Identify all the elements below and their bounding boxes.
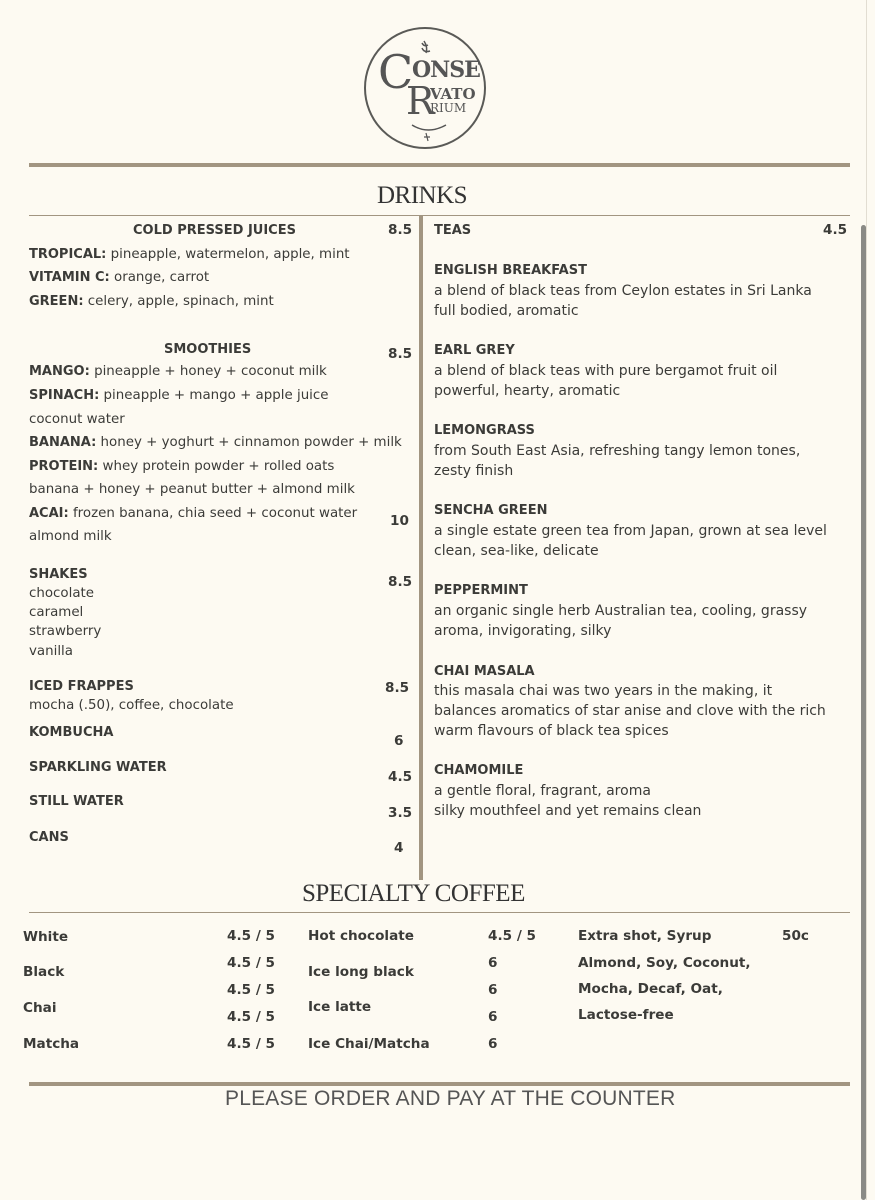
tea-name: LEMONGRASS [434, 423, 535, 438]
item-desc: honey + yoghurt + cinnamon powder + milk [96, 435, 402, 450]
logo-line2: VATO [430, 85, 476, 103]
frappes-desc: mocha (.50), coffee, chocolate [29, 698, 234, 713]
cold-heading: COLD PRESSED JUICES [133, 223, 296, 238]
item-name: SPINACH: [29, 388, 100, 403]
logo-line3: RIUM [430, 101, 467, 115]
footer-notice: PLEASE ORDER AND PAY AT THE COUNTER [225, 1087, 676, 1110]
tea-desc: a single estate green tea from Japan, grown at sea level [434, 523, 827, 539]
item-name: TROPICAL: [29, 247, 107, 262]
teas-heading: TEAS [434, 223, 472, 238]
smoothie-acai [29, 504, 357, 524]
smoothie-spinach-cont: coconut water [29, 412, 125, 427]
smoothie-acai-cont: almond milk [29, 529, 112, 544]
item-name: PROTEIN: [29, 459, 99, 474]
tea-desc: this masala chai was two years in the making, it [434, 683, 773, 699]
tea-desc: a blend of black teas with pure bergamot fruit oil [434, 363, 778, 379]
coffee-divider [29, 912, 850, 913]
coffee-price: 6 [488, 1036, 498, 1052]
tea-desc: full bodied, aromatic [434, 303, 579, 319]
column-divider [419, 216, 423, 880]
smoothie-mango [29, 362, 327, 382]
item-desc: celery, apple, spinach, mint [83, 294, 274, 309]
item-name: GREEN: [29, 294, 84, 309]
drinks-title: DRINKS [377, 182, 468, 209]
coffee-extra-price: 50c [782, 928, 809, 944]
shake-flavour: chocolate [29, 586, 95, 601]
tea-desc: aroma, invigorating, silky [434, 623, 612, 639]
coffee-price: 4.5 / 5 [227, 955, 275, 971]
tea-desc: balances aromatics of star anise and clove with the rich [434, 703, 826, 719]
scrollbar[interactable] [861, 225, 866, 1200]
smoothies-price: 8.5 [388, 346, 413, 362]
item-desc: whey protein powder + rolled oats [98, 459, 335, 474]
tea-name: PEPPERMINT [434, 583, 528, 598]
item-desc: pineapple, watermelon, apple, mint [106, 247, 350, 262]
shake-flavour: strawberry [29, 624, 102, 639]
item-desc: orange, carrot [109, 270, 210, 285]
coffee-item: Ice Chai/Matcha [308, 1036, 430, 1052]
still-price: 3.5 [388, 805, 413, 821]
coffee-extra: Extra shot, Syrup [578, 928, 712, 944]
kombucha-label: KOMBUCHA [29, 725, 114, 740]
kombucha-price: 6 [394, 733, 404, 749]
tea-desc: a gentle floral, fragrant, aroma [434, 783, 651, 799]
acai-price: 10 [390, 513, 409, 529]
cold-item-green [29, 292, 274, 312]
coffee-price: 6 [488, 955, 498, 971]
cold-item-tropical [29, 245, 350, 265]
logo-top: ONSE [412, 57, 480, 83]
bottom-divider [29, 1082, 850, 1086]
logo-cap-c: C [378, 45, 414, 99]
coffee-item: Hot chocolate [308, 928, 414, 944]
cold-item-vitaminc [29, 268, 209, 288]
coffee-item: Ice latte [308, 999, 372, 1015]
frappes-heading: ICED FRAPPES [29, 679, 134, 694]
shake-flavour: caramel [29, 605, 84, 620]
tea-name: ENGLISH BREAKFAST [434, 263, 587, 278]
still-label: STILL WATER [29, 794, 124, 809]
coffee-item: Chai [23, 1000, 57, 1016]
coffee-extra: Mocha, Decaf, Oat, [578, 981, 723, 997]
tea-name: EARL GREY [434, 343, 515, 358]
smoothie-protein-cont: banana + honey + peanut butter + almond milk [29, 482, 355, 497]
top-divider [29, 163, 850, 167]
item-desc: frozen banana, chia seed + coconut water [68, 506, 358, 521]
cans-price: 4 [394, 840, 404, 856]
drinks-divider [29, 215, 850, 216]
tea-desc: clean, sea-like, delicate [434, 543, 599, 559]
shake-flavour: vanilla [29, 644, 73, 659]
cans-label: CANS [29, 830, 69, 845]
coffee-item: Matcha [23, 1036, 80, 1052]
logo [364, 27, 486, 149]
coffee-price: 6 [488, 982, 498, 998]
logo-cap-r: R [406, 79, 435, 123]
tea-desc: from South East Asia, refreshing tangy lemon tones, [434, 443, 801, 459]
coffee-item: White [23, 929, 69, 945]
tea-desc: silky mouthfeel and yet remains clean [434, 803, 702, 819]
smoothies-heading: SMOOTHIES [164, 342, 252, 357]
coffee-price: 6 [488, 1009, 498, 1025]
coffee-price: 4.5 / 5 [488, 928, 536, 944]
coffee-extra: Almond, Soy, Coconut, [578, 955, 751, 971]
sparkling-label: SPARKLING WATER [29, 760, 167, 775]
cold-price: 8.5 [388, 222, 413, 238]
smoothie-banana [29, 433, 402, 453]
tea-name: CHAMOMILE [434, 763, 524, 778]
tea-desc: a blend of black teas from Ceylon estates in Sri Lanka [434, 283, 812, 299]
item-desc: pineapple + honey + coconut milk [89, 364, 327, 379]
tea-desc: powerful, hearty, aromatic [434, 383, 621, 399]
coffee-title: SPECIALTY COFFEE [302, 880, 525, 907]
teas-price: 4.5 [823, 222, 848, 238]
tea-desc: zesty finish [434, 463, 514, 479]
item-desc: pineapple + mango + apple juice [99, 388, 329, 403]
tea-desc: warm flavours of black tea spices [434, 723, 669, 739]
frappes-price: 8.5 [385, 680, 410, 696]
item-name: BANANA: [29, 435, 97, 450]
smoothie-spinach [29, 386, 329, 406]
tea-name: SENCHA GREEN [434, 503, 548, 518]
coffee-extra: Lactose-free [578, 1007, 674, 1023]
tea-desc: an organic single herb Australian tea, cooling, grassy [434, 603, 808, 619]
item-name: ACAI: [29, 506, 69, 521]
item-name: VITAMIN C: [29, 270, 110, 285]
coffee-item: Ice long black [308, 964, 414, 980]
tea-name: CHAI MASALA [434, 664, 535, 679]
coffee-price: 4.5 / 5 [227, 928, 275, 944]
coffee-item: Black [23, 964, 65, 980]
coffee-price: 4.5 / 5 [227, 982, 275, 998]
sparkling-price: 4.5 [388, 769, 413, 785]
item-name: MANGO: [29, 364, 90, 379]
shakes-heading: SHAKES [29, 567, 88, 582]
coffee-price: 4.5 / 5 [227, 1036, 275, 1052]
shakes-price: 8.5 [388, 574, 413, 590]
smoothie-protein [29, 457, 334, 477]
coffee-price: 4.5 / 5 [227, 1009, 275, 1025]
